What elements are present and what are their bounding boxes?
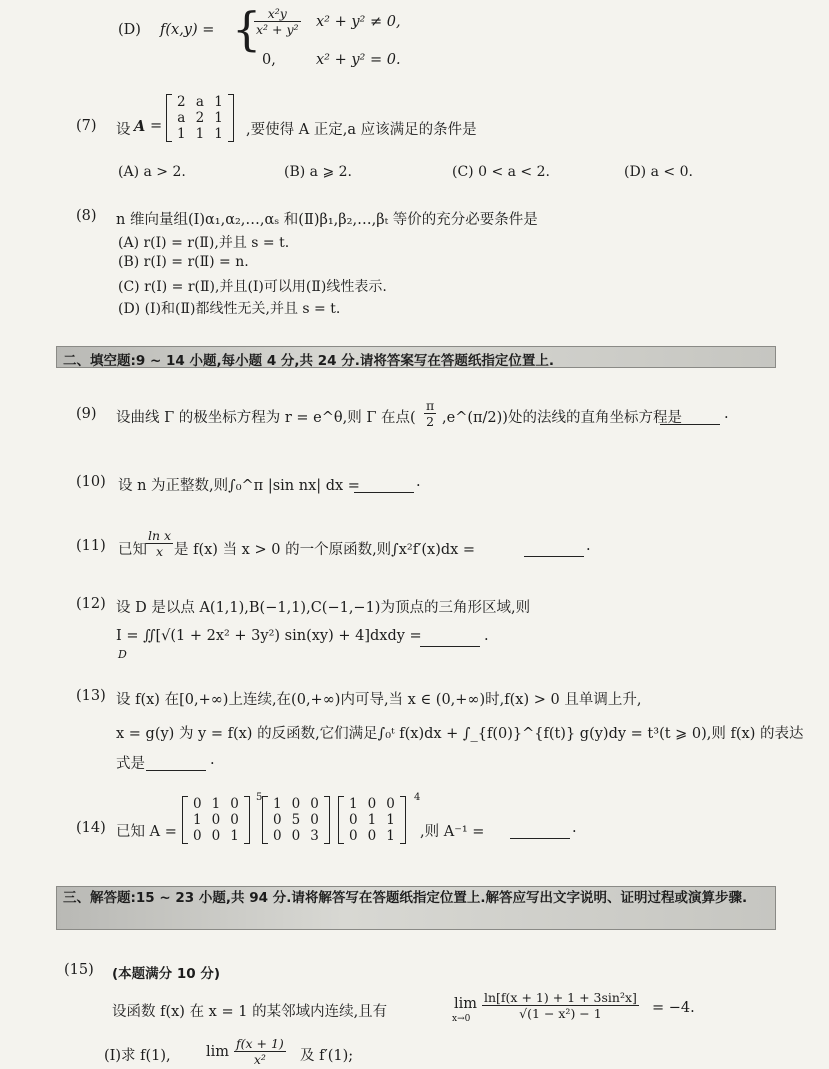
section-header-fill-in: 二、填空题:9 ~ 14 小题,每小题 4 分,共 24 分.请将答案写在答题纸指定位置上. <box>56 346 776 368</box>
q10-text: 设 n 为正整数,则∫₀^π |sin nx| dx = <box>118 478 360 494</box>
q14-power-1: 5 <box>256 792 263 803</box>
q7-matrix <box>166 94 234 142</box>
q14-matrix-3-cell-0-2: 0 <box>386 796 395 812</box>
q7-eq: = <box>150 118 163 134</box>
q12-line2: I = ∬[√(1 + 2x² + 3y²) sin(xy) + 4]dxdy = <box>116 628 422 644</box>
q14-matrix-2-cell-0-2: 0 <box>310 796 319 812</box>
q14-matrix-1-cell-2-0: 0 <box>193 828 202 844</box>
q14-matrix-3-cell-2-2: 1 <box>386 828 395 844</box>
q15-part1-lim: lim <box>206 1044 230 1060</box>
q8-option-d: (D) (Ⅰ)和(Ⅱ)都线性无关,并且 s = t. <box>118 301 341 317</box>
q7-matrix-cell-0-1: a <box>195 94 204 110</box>
q14-matrix-2 <box>262 796 330 844</box>
q11-answer-blank <box>524 544 584 557</box>
q10-number: (10) <box>76 474 106 490</box>
q7-option-a: (A) a > 2. <box>118 164 186 180</box>
q8-text: n 维向量组(Ⅰ)α₁,α₂,…,αₛ 和(Ⅱ)β₁,β₂,…,βₜ 等价的充分必要条件是 <box>116 212 538 228</box>
q15-lim: lim <box>454 996 478 1012</box>
q14-matrix-3-cell-2-1: 0 <box>367 828 377 844</box>
q14-matrix-1-cell-0-0: 0 <box>193 796 202 812</box>
q7-matrix-cell-0-2: 1 <box>214 94 223 110</box>
q11-end: . <box>586 538 591 554</box>
q15-lim-sub: x→0 <box>452 1014 471 1024</box>
q8-option-c: (C) r(Ⅰ) = r(Ⅱ),并且(Ⅰ)可以用(Ⅱ)线性表示. <box>118 279 387 295</box>
q13-line1: 设 f(x) 在[0,+∞)上连续,在(0,+∞)内可导,当 x ∈ (0,+∞)时,f(x) > 0 且单调上升, <box>116 692 642 708</box>
q6-option-d-lhs: f(x,y) = <box>160 22 215 38</box>
q8-option-a: (A) r(Ⅰ) = r(Ⅱ),并且 s = t. <box>118 235 290 251</box>
q12-number: (12) <box>76 596 106 612</box>
q7-number: (7) <box>76 118 97 134</box>
piecewise-brace: { <box>232 2 262 56</box>
q10-end: . <box>416 474 421 490</box>
q14-matrix-2-cell-1-1: 5 <box>291 812 301 828</box>
section-header-problems: 三、解答题:15 ~ 23 小题,共 94 分.请将解答写在答题纸指定位置上.解答应写出文字说明、证明过程或演算步骤. <box>56 886 776 930</box>
q14-power-3: 4 <box>414 792 421 803</box>
q13-answer-blank <box>146 758 206 771</box>
q9-fraction: $\frac{\pi}{2}$ <box>426 398 435 429</box>
q14-matrix-1-cell-2-2: 1 <box>230 828 239 844</box>
q14-matrix-2-cell-0-0: 1 <box>273 796 282 812</box>
q13-line3: 式是 <box>116 756 145 772</box>
q15-part1-pre: (Ⅰ)求 f(1), <box>104 1048 171 1064</box>
q12-domain-sub: D <box>118 648 127 661</box>
q14-matrix-1-cell-0-2: 0 <box>230 796 239 812</box>
q15-part1-post: 及 f′(1); <box>300 1048 354 1064</box>
q14-matrix-3 <box>338 796 406 844</box>
q14-matrix-2-cell-2-2: 3 <box>310 828 319 844</box>
q6-case1-condition: x² + y² ≠ 0, <box>316 14 401 30</box>
q15-score: (本题满分 10 分) <box>112 966 221 982</box>
q14-matrix-3-cell-1-1: 1 <box>367 812 377 828</box>
q6-case2-value: 0, <box>262 52 276 68</box>
q7-option-d: (D) a < 0. <box>624 164 693 180</box>
q13-number: (13) <box>76 688 106 704</box>
q6-option-d-label: (D) <box>118 22 141 38</box>
q7-matrix-name: A <box>134 118 146 135</box>
q14-matrix-2-cell-1-2: 0 <box>310 812 319 828</box>
q6-case1-fraction: $\frac{\text{x²y}}{\text{x² + y²}}$ <box>256 6 299 37</box>
q7-pre: 设 <box>116 122 131 138</box>
q13-end: . <box>210 752 215 768</box>
q9-text2: ,e^(π/2))处的法线的直角坐标方程是 <box>442 410 682 426</box>
q14-matrix-3-cell-2-0: 0 <box>349 828 358 844</box>
q9-number: (9) <box>76 406 97 422</box>
q15-text1: 设函数 f(x) 在 x = 1 的某邻域内连续,且有 <box>112 1004 388 1020</box>
q8-number: (8) <box>76 208 97 224</box>
q7-text: ,要使得 A 正定,a 应该满足的条件是 <box>246 122 477 138</box>
q6-case2-condition: x² + y² = 0. <box>316 52 401 68</box>
q14-matrix-1-cell-2-1: 0 <box>211 828 221 844</box>
q15-text2: = −4. <box>652 1000 695 1016</box>
q7-matrix-cell-2-0: 1 <box>177 126 186 142</box>
q9-answer-blank <box>660 412 720 425</box>
q11-number: (11) <box>76 538 106 554</box>
q14-matrix-2-cell-2-0: 0 <box>273 828 282 844</box>
q7-matrix-cell-2-1: 1 <box>195 126 205 142</box>
q10-answer-blank <box>354 480 414 493</box>
q12-answer-blank <box>420 634 480 647</box>
q14-answer-blank <box>510 826 570 839</box>
q12-line1: 设 D 是以点 A(1,1),B(−1,1),C(−1,−1)为顶点的三角形区域,则 <box>116 600 531 616</box>
q7-matrix-cell-1-1: 2 <box>195 110 205 126</box>
q14-pre: 已知 A = <box>116 824 177 840</box>
q15-fraction: $\frac{\text{ln[f(x + 1) + 1 + 3sin²x]}}{\text{√(1 − x²) − 1}}$ <box>484 990 637 1021</box>
q11-fraction: $\frac{\text{ln x}}{x}$ <box>148 528 172 559</box>
q14-matrix-1 <box>182 796 250 844</box>
q9-end: . <box>724 406 729 422</box>
q14-post: ,则 A⁻¹ = <box>420 824 485 840</box>
q14-matrix-3-cell-0-1: 0 <box>367 796 377 812</box>
q7-option-b: (B) a ⩾ 2. <box>284 164 352 180</box>
q15-part1-fraction: $\frac{f(x + 1)}{\text{x²}}$ <box>236 1036 284 1067</box>
q14-matrix-2-cell-2-1: 0 <box>291 828 301 844</box>
q14-number: (14) <box>76 820 106 836</box>
q14-matrix-3-cell-1-2: 1 <box>386 812 395 828</box>
q8-option-b: (B) r(Ⅰ) = r(Ⅱ) = n. <box>118 254 249 270</box>
q14-matrix-2-cell-0-1: 0 <box>291 796 301 812</box>
q14-matrix-3-cell-0-0: 1 <box>349 796 358 812</box>
q14-matrix-1-cell-1-2: 0 <box>230 812 239 828</box>
q7-matrix-cell-1-2: 1 <box>214 110 223 126</box>
q15-number: (15) <box>64 962 94 978</box>
q11-text2: 是 f(x) 当 x > 0 的一个原函数,则∫x²f′(x)dx = <box>174 542 476 558</box>
q12-end: . <box>484 628 489 644</box>
q14-matrix-1-cell-1-0: 1 <box>193 812 202 828</box>
q7-option-c: (C) 0 < a < 2. <box>452 164 550 180</box>
q14-matrix-2-cell-1-0: 0 <box>273 812 282 828</box>
q11-text1: 已知 <box>118 542 147 558</box>
q7-matrix-cell-1-0: a <box>177 110 186 126</box>
q7-matrix-cell-0-0: 2 <box>177 94 186 110</box>
q14-matrix-1-cell-0-1: 1 <box>211 796 221 812</box>
q14-end: . <box>572 820 577 836</box>
q7-matrix-cell-2-2: 1 <box>214 126 223 142</box>
q9-text1: 设曲线 Γ 的极坐标方程为 r = e^θ,则 Γ 在点( <box>116 410 416 426</box>
q14-matrix-3-cell-1-0: 0 <box>349 812 358 828</box>
q13-line2: x = g(y) 为 y = f(x) 的反函数,它们满足∫₀ᵗ f(x)dx + ∫_{f(0)}^{f(t)} g(y)dy = t³(t ⩾ 0),则 f(x) 的表达 <box>116 726 804 742</box>
q14-matrix-1-cell-1-1: 0 <box>211 812 221 828</box>
